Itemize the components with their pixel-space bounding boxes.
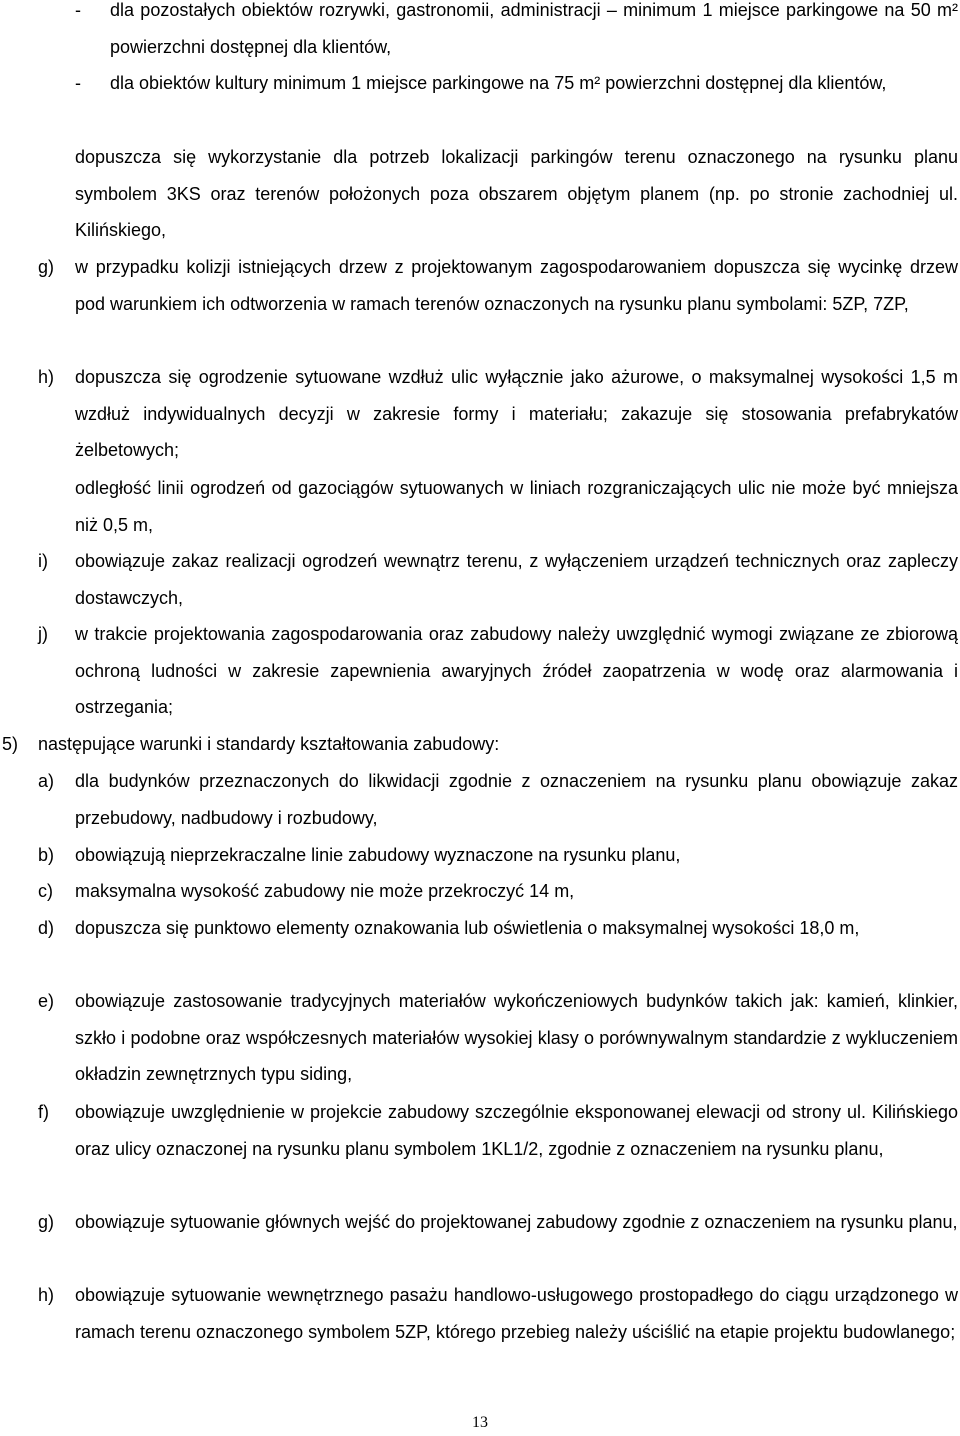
list-marker: g) xyxy=(38,257,55,277)
list-item: obowiązuje zakaz realizacji ogrodzeń wewnątrz terenu, z wyłączeniem urządzeń technicznych oraz zapleczy dostawczych, xyxy=(75,551,958,608)
list-item: obowiązuje zastosowanie tradycyjnych materiałów wykończeniowych budynków takich jak: kamień, klinkier, szkło i podobne oraz współczesnych materiałów wysokiej klasy o porównywalnym standardzie z wykluczeniem okładzin zewnętrznych typu siding, xyxy=(75,991,958,1085)
list-marker: g) xyxy=(38,1212,55,1232)
list-marker: a) xyxy=(38,771,55,791)
list-item: obowiązuje sytuowanie głównych wejść do projektowanej zabudowy zgodnie z oznaczeniem na rysunku planu, xyxy=(75,1212,958,1232)
paragraph: dopuszcza się wykorzystanie dla potrzeb lokalizacji parkingów terenu oznaczonego na rysunku planu symbolem 3KS oraz terenów położonych poza obszarem objętym planem (np. po stronie zachodniej ul. Kilińskiego, xyxy=(75,147,958,241)
list-marker: h) xyxy=(38,367,55,387)
list-marker: e) xyxy=(38,991,55,1011)
list-item: w trakcie projektowania zagospodarowania oraz zabudowy należy uwzględnić wymogi związane ze zbiorową ochroną ludności w zakresie zapewnienia awaryjnych źródeł zaopatrzenia w wodę oraz alarmowania i ostrzegania; xyxy=(75,624,958,718)
paragraph: odległość linii ogrodzeń od gazociągów sytuowanych w liniach rozgraniczających ulic nie może być mniejsza niż 0,5 m, xyxy=(75,478,958,535)
list-marker: - xyxy=(75,73,81,93)
list-item: dla obiektów kultury minimum 1 miejsce parkingowe na 75 m² powierzchni dostępnej dla klientów, xyxy=(110,73,887,93)
list-item: maksymalna wysokość zabudowy nie może przekroczyć 14 m, xyxy=(75,881,575,901)
list-item: dla pozostałych obiektów rozrywki, gastronomii, administracji – minimum 1 miejsce parkingowe na 50 m² powierzchni dostępnej dla klientów, xyxy=(110,0,958,57)
page-number: 13 xyxy=(472,1414,488,1431)
list-marker: h) xyxy=(38,1285,55,1305)
list-marker: - xyxy=(75,0,81,20)
list-marker: j) xyxy=(38,624,48,644)
list-item: dla budynków przeznaczonych do likwidacji zgodnie z oznaczeniem na rysunku planu obowiązuje zakaz przebudowy, nadbudowy i rozbudowy, xyxy=(75,771,958,828)
list-marker: i) xyxy=(38,551,48,571)
list-item: obowiązują nieprzekraczalne linie zabudowy wyznaczone na rysunku planu, xyxy=(75,845,681,865)
list-marker: b) xyxy=(38,845,55,865)
section-heading: następujące warunki i standardy kształtowania zabudowy: xyxy=(38,734,500,754)
list-marker: d) xyxy=(38,918,55,938)
list-item: w przypadku kolizji istniejących drzew z projektowanym zagospodarowaniem dopuszcza się wycinkę drzew pod warunkiem ich odtworzenia w ramach terenów oznaczonych na rysunku planu symbolami: 5ZP, 7ZP, xyxy=(75,257,958,314)
list-marker: c) xyxy=(38,881,53,901)
list-marker: 5) xyxy=(2,734,19,754)
list-item: dopuszcza się punktowo elementy oznakowania lub oświetlenia o maksymalnej wysokości 18,0 m, xyxy=(75,918,860,938)
list-item: obowiązuje uwzględnienie w projekcie zabudowy szczególnie eksponowanej elewacji od strony ul. Kilińskiego oraz ulicy oznaczonej na rysunku planu symbolem 1KL1/2, zgodnie z oznaczeniem na rysunku planu, xyxy=(75,1102,958,1159)
list-item: obowiązuje sytuowanie wewnętrznego pasażu handlowo-usługowego prostopadłego do ciągu urządzonego w ramach terenu oznaczonego symbolem 5ZP, którego przebieg należy uściślić na etapie projektu budowlanego; xyxy=(75,1285,958,1342)
list-marker: f) xyxy=(38,1102,49,1122)
list-item: dopuszcza się ogrodzenie sytuowane wzdłuż ulic wyłącznie jako ażurowe, o maksymalnej wysokości 1,5 m wzdłuż indywidualnych decyzji w zakresie formy i materiału; zakazuje się stosowania prefabrykatów żelbetowych; xyxy=(75,367,958,461)
